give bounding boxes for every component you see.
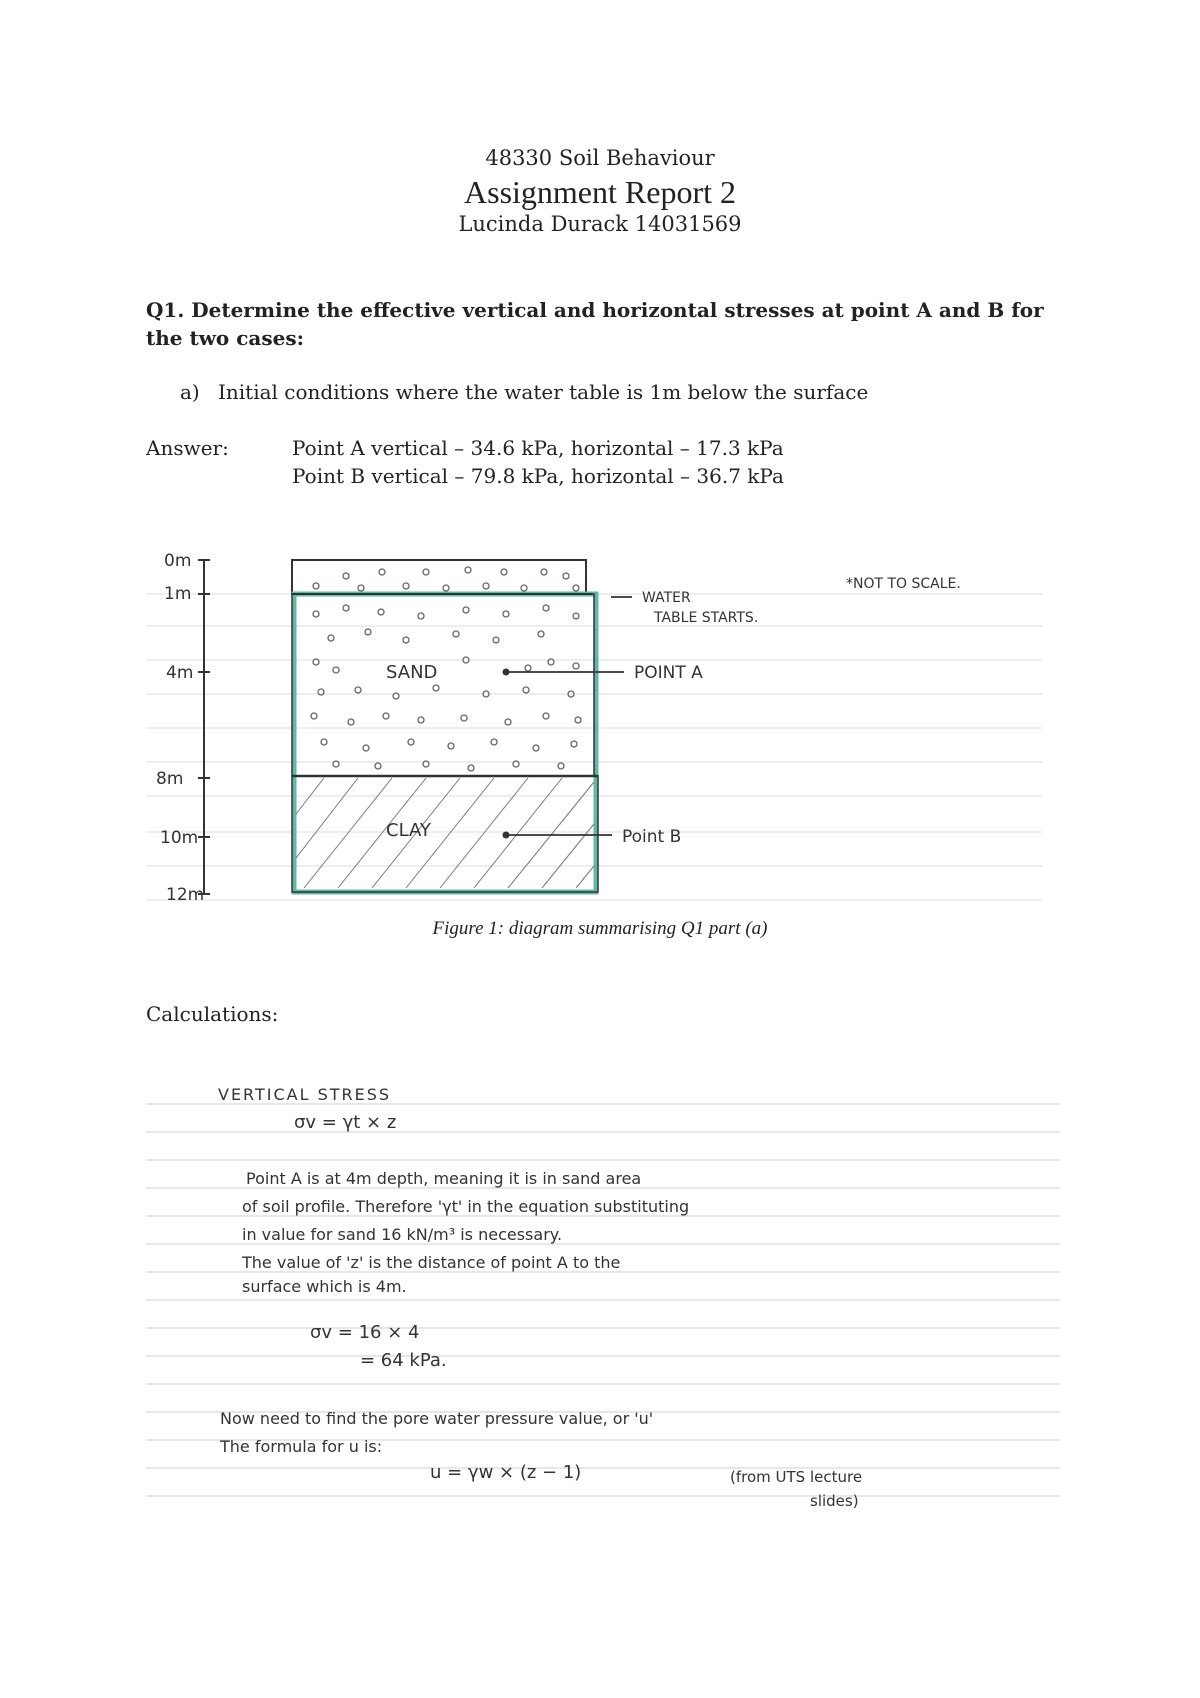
pore-line-2: The formula for u is:: [220, 1437, 383, 1456]
part-a: [180, 380, 868, 404]
dry-sand-layer: [292, 560, 586, 594]
notes-para-line-5: surface which is 4m.: [242, 1277, 407, 1296]
notes-para-line-1: Point A is at 4m depth, meaning it is in sand area: [246, 1169, 642, 1188]
part-a-label: a): [180, 380, 200, 404]
depth-label-12: 12m: [166, 885, 205, 905]
pore-line-1: Now need to find the pore water pressure value, or 'u': [220, 1409, 654, 1428]
page-title: Assignment Report 2: [464, 174, 736, 210]
source-note-1: (from UTS lecture: [730, 1468, 863, 1486]
calculations-label: Calculations:: [146, 1002, 279, 1026]
not-to-scale-note: *NOT TO SCALE.: [846, 576, 961, 592]
sand-dots: [311, 567, 581, 771]
pore-pressure-formula: u = γw × (z − 1): [430, 1462, 582, 1483]
clay-hatching: [296, 778, 594, 888]
sand-label: SAND: [386, 662, 438, 683]
handwritten-notes: [146, 1070, 1060, 1510]
depth-label-10: 10m: [160, 828, 199, 848]
notes-para-line-3: in value for sand 16 kN/m³ is necessary.: [242, 1225, 563, 1244]
notes-heading: VERTICAL STRESS: [218, 1085, 392, 1104]
notes-para-line-4: The value of 'z' is the distance of point A to the: [242, 1253, 621, 1272]
point-b-label: Point B: [622, 827, 682, 847]
water-table-label-2: TABLE STARTS.: [654, 610, 759, 626]
figure-caption: Figure 1: diagram summarising Q1 part (a): [432, 918, 768, 939]
soil-profile-figure: [146, 542, 1042, 914]
answer-label: Answer:: [146, 436, 229, 460]
water-table-label-1: WATER: [642, 590, 691, 606]
question-1: Q1. Determine the effective vertical and horizontal stresses at point A and B for the two cases:: [146, 298, 1044, 350]
source-note-2: slides): [810, 1492, 859, 1510]
part-a-text: Initial conditions where the water table is 1m below the surface: [218, 380, 869, 404]
depth-label-1: 1m: [164, 584, 192, 604]
depth-label-0: 0m: [164, 551, 192, 571]
notes-para-line-2: of soil profile. Therefore 'γt' in the equation substituting: [242, 1197, 690, 1216]
calc-step-1: σv = 16 × 4: [310, 1322, 420, 1343]
course-code: 48330 Soil Behaviour: [485, 146, 715, 170]
depth-label-8: 8m: [156, 769, 184, 789]
answer-line-2: Point B vertical – 79.8 kPa, horizontal – 36.7 kPa: [292, 464, 784, 488]
clay-label: CLAY: [386, 820, 431, 841]
calc-step-2: = 64 kPa.: [360, 1350, 447, 1371]
depth-label-4: 4m: [166, 663, 194, 683]
saturated-zone: [294, 594, 596, 892]
author-line: Lucinda Durack 14031569: [458, 212, 742, 236]
answer-line-1: Point A vertical – 34.6 kPa, horizontal – 17.3 kPa: [292, 436, 784, 460]
point-a-label: POINT A: [634, 663, 703, 683]
formula-vertical-stress: σv = γt × z: [294, 1112, 397, 1133]
